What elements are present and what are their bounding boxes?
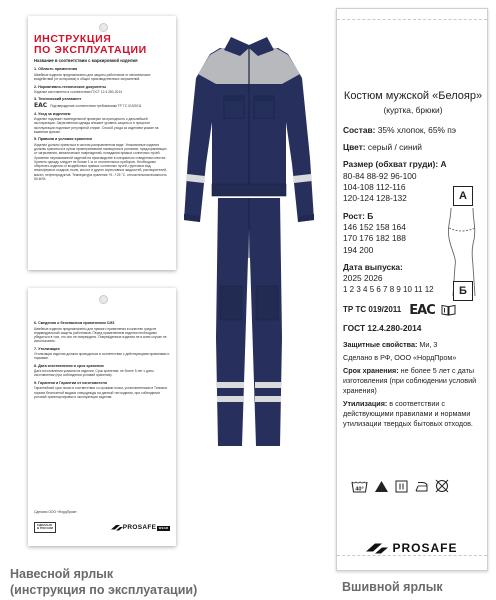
tag-section-heading: 1. Область применения xyxy=(34,67,78,72)
composition-line xyxy=(343,125,483,136)
tag-section-body: Изделие должно храниться в чистом расправленном виде. Упакованные изделия должны храниться в сухом проветриваемом помещении в условиях, предохраняющих от загрязнения, механических повреждений, попадания прямых солнечных лучей. Хранение неупакованной изделий на производстве в специально отведенных местах. Хранить одежду следует не ближе 1 м от отопительных приборов. Необходимо оберегать изделия от воздействия прямых солнечных лучей, грунтовых вод, атмосферных осадков, пыли, кислот и других агрессивных жидкостей, растворителей, масел, нефтепродуктов. Температура хранения +5...+25 °С, относительная влажность 50-60%. xyxy=(34,142,167,181)
tr-ts-text: ТР ТС 019/2011 xyxy=(343,304,402,314)
tag-section-heading: 9. Гарантия и Гарантии от изготовителя xyxy=(34,380,107,385)
tag-subtitle: Название в соответствии с маркировкой изделия xyxy=(34,58,138,63)
tag-section-body: Подтверждение соответствия требованиям ТР ТС 019/2011 xyxy=(50,103,142,108)
tag-section-body: Утилизация изделия должна проводиться в соответствии с действующими правилами и нормами. xyxy=(34,352,170,361)
hang-tag-front xyxy=(28,16,176,270)
tag-section-heading: 2. Нормативно-технические документы xyxy=(34,84,107,89)
certification-row xyxy=(343,302,483,320)
wash-temp-text: 40° xyxy=(355,486,364,492)
protective-label: Защитные свойства: xyxy=(343,340,418,350)
suit-image xyxy=(176,8,322,460)
bleach-icon xyxy=(374,480,389,493)
prosafe-wear-badge: WEAR xyxy=(158,526,169,531)
height-row: 194 200 xyxy=(343,244,374,255)
tumble-dry-icon xyxy=(395,480,408,493)
trousers-right-leg xyxy=(249,198,282,446)
no-dry-clean-icon xyxy=(435,479,449,493)
sewn-label xyxy=(336,8,488,571)
caption-hang-tag-line2: (инструкция по эксплуатации) xyxy=(10,582,198,597)
composition-value: 35% хлопок, 65% пэ xyxy=(375,124,457,135)
prosafe-mark-icon xyxy=(111,524,123,531)
eac-mark-icon: ЕАС xyxy=(34,101,48,109)
prosafe-logo xyxy=(111,524,170,531)
chest-size-row: 120-124 128-132 xyxy=(343,193,407,204)
height-row: 170 176 182 188 xyxy=(343,233,406,244)
color-line xyxy=(343,142,483,153)
release-months: 1 2 3 4 5 6 7 8 9 10 11 12 xyxy=(343,284,434,294)
trousers-left-leg xyxy=(216,198,249,446)
care-symbols xyxy=(351,479,449,493)
color-label: Цвет: xyxy=(343,141,366,152)
made-in-russia-logo xyxy=(34,522,56,533)
tag-section-body: Изделие изготовлено в соответствии ГОСТ 12.4.280-2014 xyxy=(34,89,123,94)
disposal-line xyxy=(343,399,483,429)
tag-title-line2: ПО ЭКСПЛУАТАЦИИ xyxy=(34,43,147,56)
tag-section-heading: 4. Уход за изделием xyxy=(34,111,71,116)
tag-section-heading: 8. Дата изготовления и срок хранения xyxy=(34,363,104,368)
protective-value: Ми, 3 xyxy=(417,340,438,350)
disposal-label: Утилизация: xyxy=(343,399,388,409)
made-in-russia-line: СДЕЛАНО xyxy=(37,523,53,527)
size-box-a: А xyxy=(453,186,473,206)
sewn-fold-bottom xyxy=(337,555,487,570)
chest-size-row: 104-108 112-116 xyxy=(343,182,406,193)
trouser-reflective-band-right-upper xyxy=(255,382,281,388)
prosafe-logo-text: PROSAFE xyxy=(392,541,458,555)
chest-size-label: Размер (обхват груди): А xyxy=(343,159,447,170)
caption-sewn-label: Вшивной ярлык xyxy=(342,580,443,594)
height-row: 146 152 158 164 xyxy=(343,222,406,233)
made-in-russia-line: В РОССИИ xyxy=(37,526,53,531)
made-by: Сделано в РФ, ООО «НордПром» xyxy=(343,353,457,363)
jacket-waistband xyxy=(212,184,286,196)
tag-title-line1: ИНСТРУКЦИЯ xyxy=(34,33,112,45)
protective-line xyxy=(343,340,483,350)
wash-40-icon xyxy=(351,480,368,493)
iron-icon xyxy=(414,480,429,493)
prosafe-mark-icon xyxy=(366,542,388,554)
tag-hole-icon xyxy=(99,295,108,304)
chest-size-row: 80-84 88-92 96-100 xyxy=(343,170,417,181)
tag-section-heading: 6. Сведения о безопасном применении СИЗ xyxy=(34,321,115,326)
prosafe-logo-text: PROSAFE xyxy=(122,523,157,531)
caption-hang-tag xyxy=(10,567,197,598)
sewn-fold-top xyxy=(337,9,487,20)
size-box-b: Б xyxy=(453,281,473,301)
release-date-label: Дата выпуска: xyxy=(343,262,403,273)
product-subtitle: (куртка, брюки) xyxy=(383,105,443,116)
tag-section-heading: 5. Правила и условия хранения xyxy=(34,137,92,142)
color-value: серый / синий xyxy=(365,141,422,152)
caption-hang-tag-line1: Навесной ярлык xyxy=(10,567,114,581)
hang-tag-back xyxy=(28,288,176,546)
tag-section-body: Изделие подлежит еженедельной проверке на пригодность к дальнейшей эксплуатации. Загрязненная одежда снижает уровень защиты и в процессе эксплуатации подлежит регулярной стирке. Способ ухода за изделием указан на вшивном ярлыке. xyxy=(34,117,159,134)
tag-section-body: Швейные изделия предназначены для защиты работников от механических воздействий (от истирания) и общих производственных загрязнений. xyxy=(34,72,151,82)
disposal-value: в соответствии с действующими правилами и нормами утилизации твердых бытовых отходов. xyxy=(343,399,473,429)
composition-label: Состав: xyxy=(343,124,376,135)
storage-line xyxy=(343,366,483,396)
knee-pad-right xyxy=(256,286,278,320)
height-label: Рост: Б xyxy=(343,210,374,221)
trouser-reflective-band-left-lower xyxy=(217,396,244,402)
instruction-book-icon xyxy=(441,304,456,316)
tag-maker: Сделано ООО «НордПром» xyxy=(34,510,77,514)
trouser-reflective-band-left-upper xyxy=(217,382,244,388)
tag-hole-icon xyxy=(99,23,108,32)
storage-value: не более 5 лет с даты изготовления (при соблюдении условий хранения) xyxy=(343,366,477,396)
knee-pad-left xyxy=(220,286,242,320)
trouser-reflective-band-right-lower xyxy=(255,396,281,402)
tag-section-body: Дата изготовления указана на изделии. Срок хранения: не более 5 лет с даты изготовления (при соблюдении условий хранения). xyxy=(34,369,154,378)
prosafe-logo xyxy=(337,541,487,555)
tag-section-body: Гарантийный срок носки в соответствии со сроками носки, установленными в Типовых нормах бесплатной выдачи спецодежды на данный тип изделия, при соблюдении условий транспортировки и эксплуатации изделия. xyxy=(34,386,168,399)
eac-mark-icon: ЕАС xyxy=(409,302,435,318)
gost-text: ГОСТ 12.4.280-2014 xyxy=(343,323,422,334)
storage-label: Срок хранения: xyxy=(343,366,399,376)
product-title: Костюм мужской «Белояр» xyxy=(343,90,483,102)
tag-section-heading: 7. Утилизация xyxy=(34,346,60,351)
tag-section-heading: 3. Технический регламент xyxy=(34,97,82,102)
tag-section-body: Швейные изделия предназначены для прямого применения в качестве средств индивидуальной защиты работников. Перед применением изделия необходимо убедиться в том, что оно не повреждено. Поврежденные изделия не в коем случае не использовать. xyxy=(34,326,167,344)
release-years: 2025 2026 xyxy=(343,273,383,284)
